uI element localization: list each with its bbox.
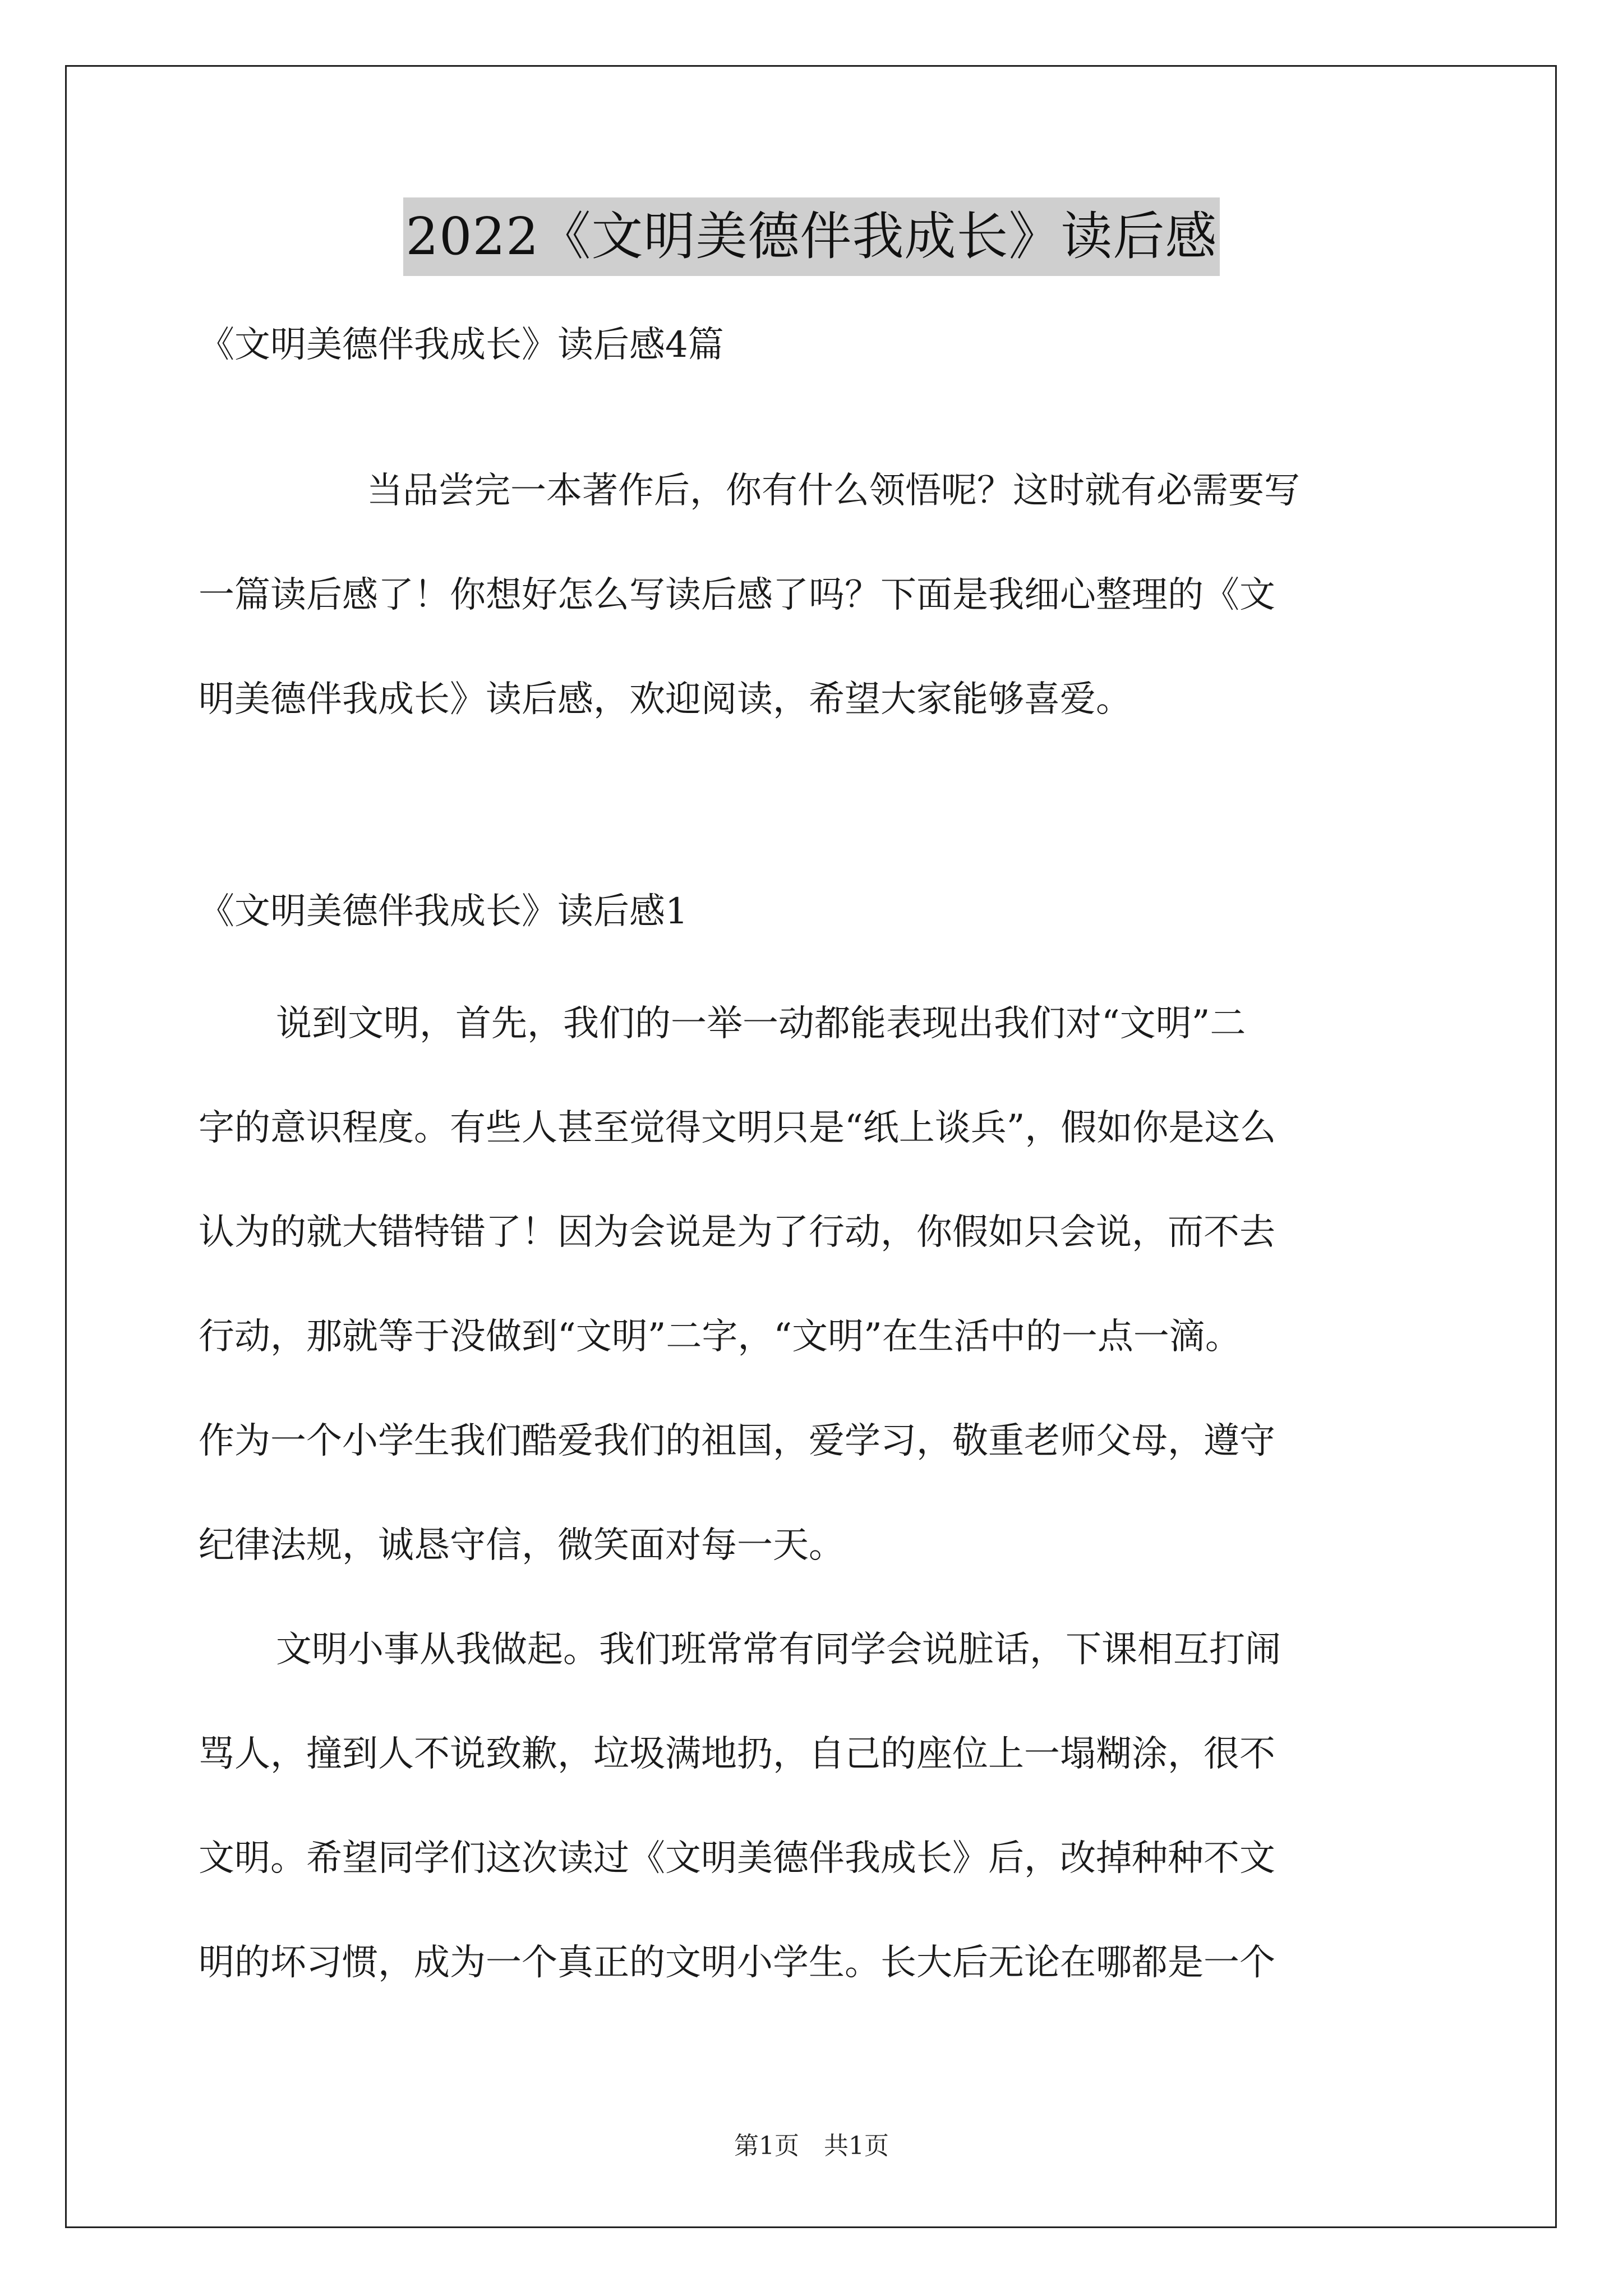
document-subtitle: 《文明美德伴我成长》读后感4篇 [199, 324, 724, 366]
section-heading: 《文明美德伴我成长》读后感1 [199, 891, 688, 932]
paragraph-line: 文明。希望同学们这次读过《文明美德伴我成长》后，改掉种种不文 [199, 1838, 1275, 1879]
body-paragraph-1 [199, 972, 1427, 1598]
title-container [0, 197, 1623, 276]
paragraph-line: 纪律法规，诚恳守信，微笑面对每一天。 [199, 1525, 845, 1566]
paragraph-line: 字的意识程度。有些人甚至觉得文明只是“纸上谈兵”，假如你是这么 [199, 1107, 1276, 1149]
intro-line: 明美德伴我成长》读后感，欢迎阅读，希望大家能够喜爱。 [199, 679, 1132, 720]
paragraph-line: 作为一个小学生我们酷爱我们的祖国，爱学习，敬重老师父母，遵守 [199, 1420, 1275, 1462]
paragraph-line: 文明小事从我做起。我们班常常有同学会说脏话，下课相互打闹 [276, 1629, 1281, 1671]
intro-line: 当品尝完一本著作后，你有什么领悟呢？这时就有必需要写 [367, 470, 1300, 512]
intro-paragraph [199, 439, 1427, 752]
paragraph-line: 行动，那就等于没做到“文明”二字，“文明”在生活中的一点一滴。 [199, 1316, 1241, 1358]
page-footer: 第1页 共1页 [734, 2132, 889, 2160]
paragraph-line: 认为的就大错特错了！因为会说是为了行动，你假如只会说，而不去 [199, 1212, 1275, 1253]
paragraph-line: 说到文明，首先，我们的一举一动都能表现出我们对“文明”二 [276, 1003, 1246, 1045]
body-paragraph-2 [199, 1598, 1427, 2015]
document-title: 2022《文明美德伴我成长》读后感 [403, 197, 1219, 276]
intro-line: 一篇读后感了！你想好怎么写读后感了吗？下面是我细心整理的《文 [199, 574, 1275, 616]
paragraph-line: 明的坏习惯，成为一个真正的文明小学生。长大后无论在哪都是一个 [199, 1942, 1275, 1984]
paragraph-line: 骂人，撞到人不说致歉，垃圾满地扔，自己的座位上一塌糊涂，很不 [199, 1733, 1275, 1775]
